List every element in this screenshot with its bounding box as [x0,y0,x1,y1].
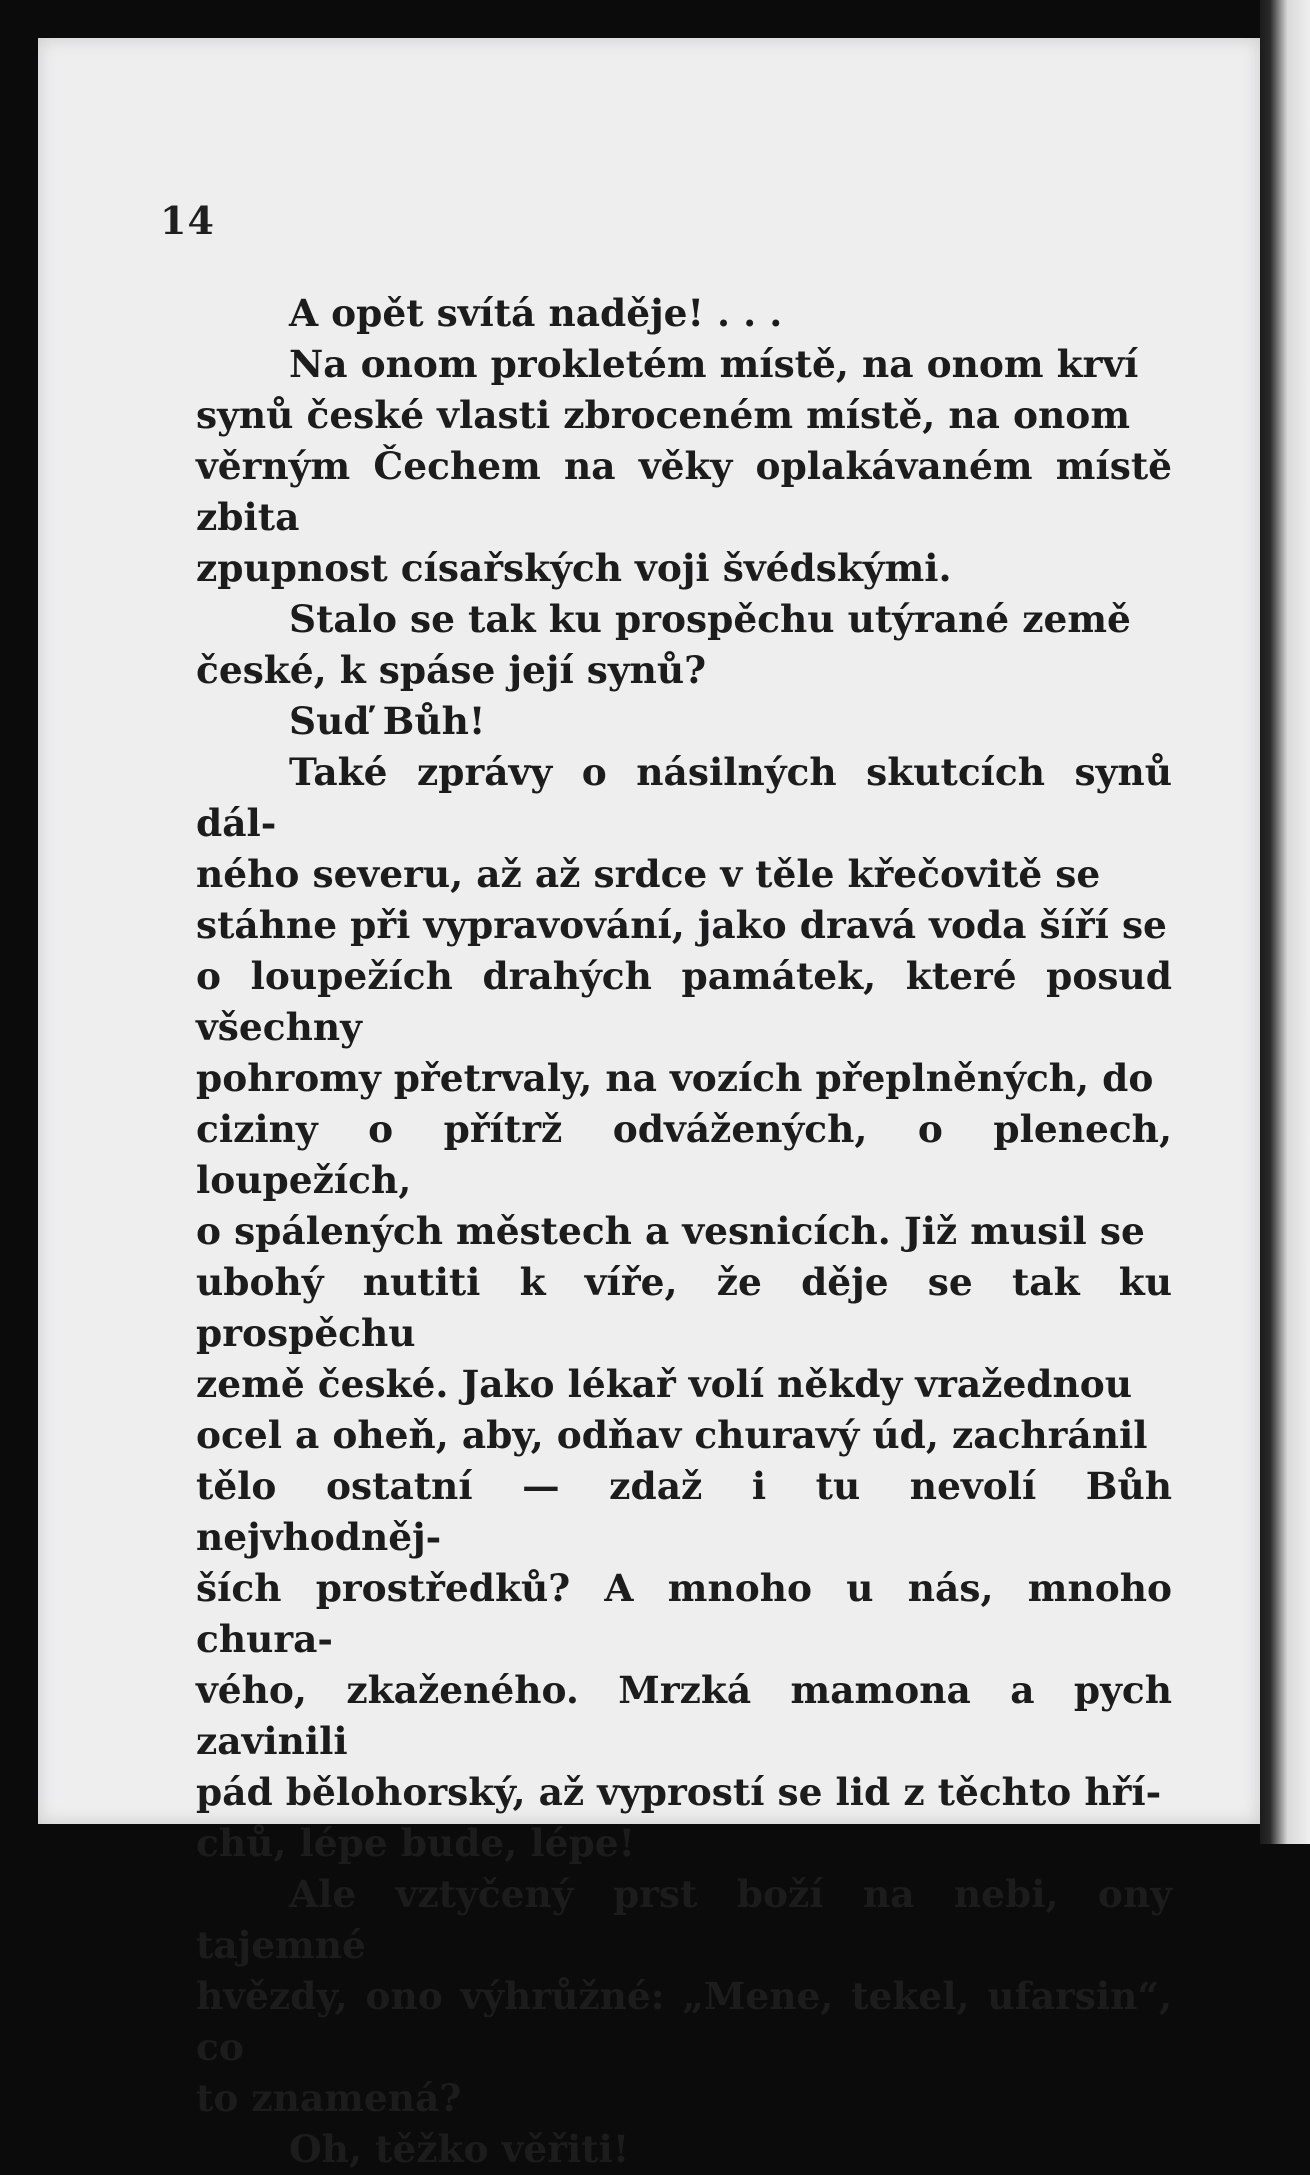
paragraph-6: Ale vztyčený prst boží na nebi, ony tajemné hvězdy, ono výhrůžné: „Mene, tekel, ufarsin“, co to znamená? [196,1872,1172,2120]
book-page [38,38,1260,2171]
paragraph-4: Suď Bůh! [289,699,486,743]
page-number: 14 [160,198,215,243]
paragraph-7: Oh, těžko věřiti! [289,2127,630,2171]
page-spine-edge [1260,0,1310,1844]
body-text [196,288,1172,2175]
paragraph-5: Také zprávy o násilných skutcích synů dál- ného severu, až až srdce v těle křečovitě se stáhne při vypravování, jako dravá voda šíří se o loupežích drahých památek, které posud všechny pohromy přetrvaly, na vozích přeplněných, do ciziny o přítrž odvážených, o plenech, loupežích, o spálených městech a vesnicích. Již musil se ubohý nutiti k víře, že děje se tak ku prospěchu země české. Jako lékař volí někdy vražednou ocel a oheň, aby, odňav churavý úd, zachránil tělo ostatní — zdaž i tu nevolí Bůh nejvhodněj- ších prostředků? A mnoho u nás, mnoho chura- vého, zkaženého. Mrzká mamona a pych zavinili pád bělohorský, až vyprostí se lid z těchto hří- chů, lépe bude, lépe! [196,750,1172,1865]
paragraph-2: Na onom prokletém místě, na onom krví synů české vlasti zbroceném místě, na onom věrným Čechem na věky oplakávaném místě zbita zpupnost císařských voji švédskými. [196,342,1172,590]
paragraph-3: Stalo se tak ku prospěchu utýrané země české, k spáse její synů? [196,597,1131,692]
paragraph-1: A opět svítá naděje! . . . [289,291,783,335]
